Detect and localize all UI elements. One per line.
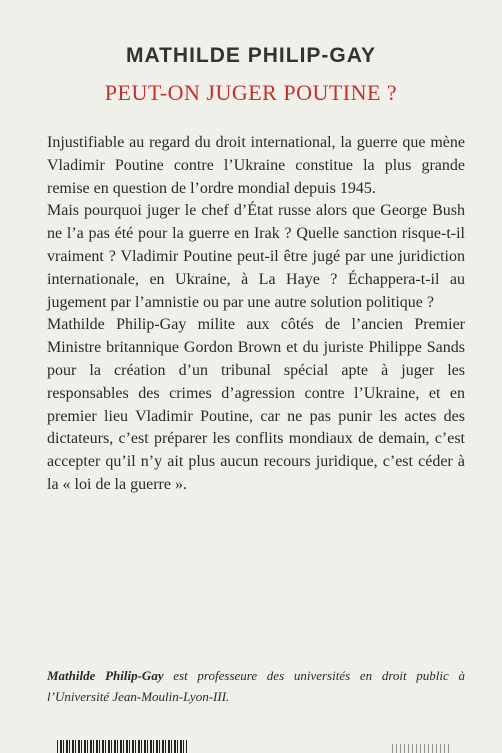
book-title: PEUT-ON JUGER POUTINE ? [104, 80, 398, 105]
blurb [47, 132, 465, 497]
barcode-fragment [392, 744, 452, 753]
author-bio [47, 665, 465, 707]
bio-author-name: Mathilde Philip-Gay [47, 668, 164, 683]
author-name: MATHILDE PHILIP-GAY [125, 44, 376, 67]
barcode [57, 740, 187, 753]
blurb-paragraph: Mathilde Philip-Gay milite aux côtés de l’ancien Premier Ministre britannique Gordon Brown et du juriste Philippe Sands pour la création d’un tribunal spécial apte à juger les responsables des crimes d’agression contre l’Ukraine, et en premier lieu Vladimir Poutine, car ne pas punir les actes des dictateurs, c’est préparer les conflits mondiaux de demain, c’est accepter qu’il n’y ait plus aucun recours juridique, c’est céder à la « loi de la guerre ». [47, 316, 465, 493]
bio-text: est professeure des universités en droit public à l’Université Jean-Moulin-Lyon-III. [47, 668, 465, 704]
blurb-paragraph: Injustifiable au regard du droit international, la guerre que mène Vladimir Poutine contre l’Ukraine constitue la plus grande remise en question de l’ordre mondial depuis 1945. [47, 134, 465, 197]
blurb-paragraph: Mais pourquoi juger le chef d’État russe alors que George Bush ne l’a pas été pour la guerre en Irak ? Quelle sanction risque-t-il vraiment ? Vladimir Poutine peut-il être jugé par une juridiction internationale, en Ukraine, à La Haye ? Échappera-t-il au jugement par l’amnistie ou par une autre solution politique ? [47, 202, 465, 311]
